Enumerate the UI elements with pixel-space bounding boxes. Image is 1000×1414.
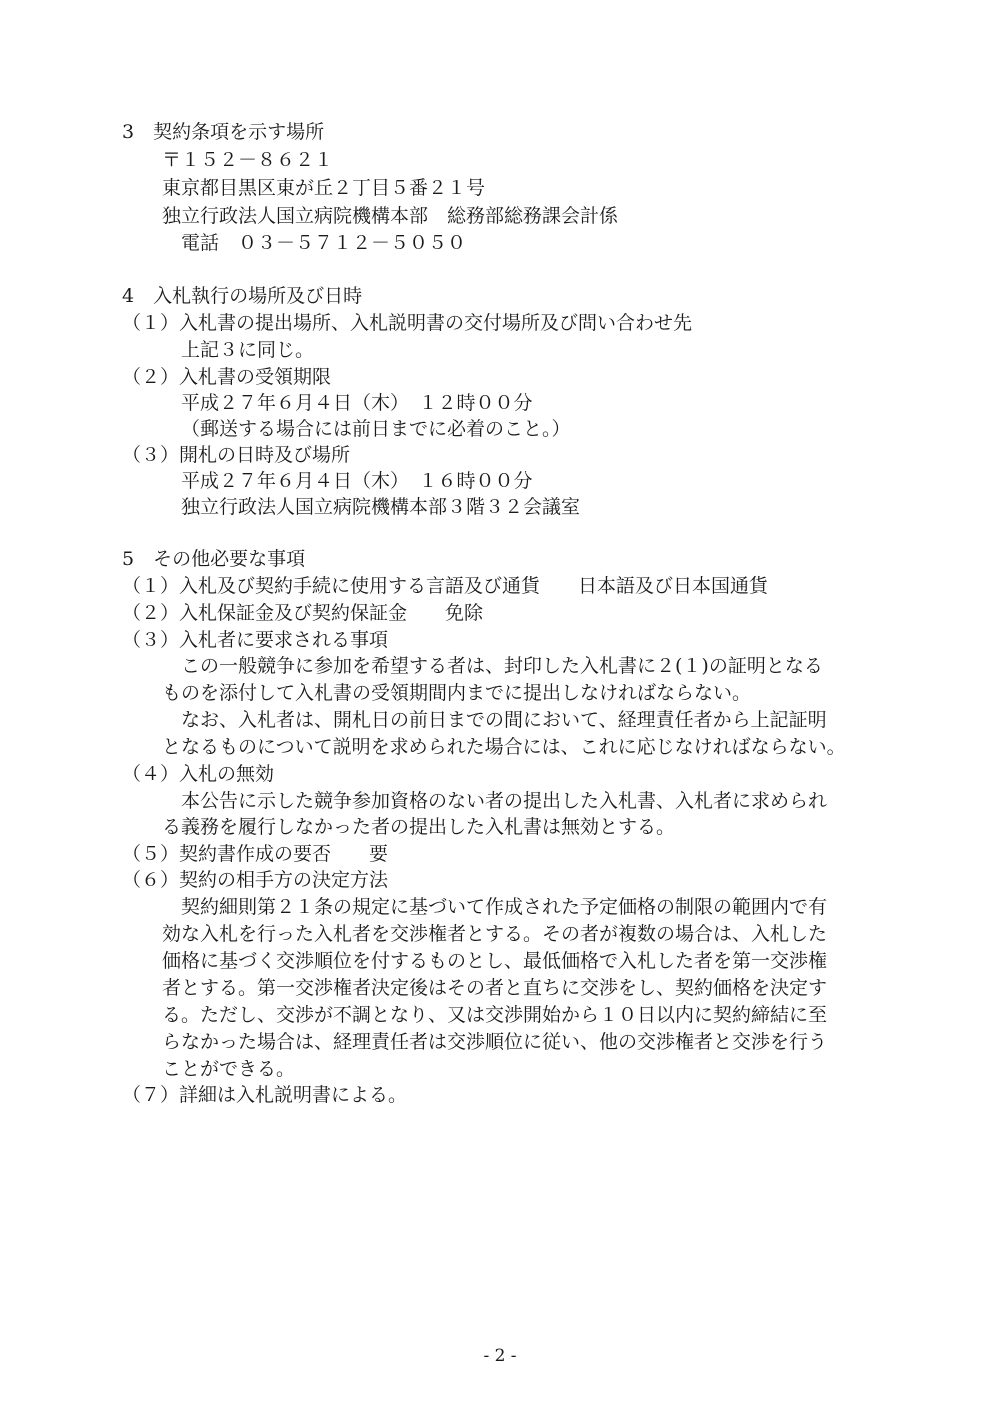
office-name: 独立行政法人国立病院機構本部 総務部総務課会計係 — [162, 205, 619, 227]
section-5-item-3-paragraph-2-line-1: なお、入札者は、開札日の前日までの間において、経理責任者から上記証明 — [181, 709, 827, 731]
section-5-item-6-line-2: 効な入札を行った入札者を交渉権者とする。その者が複数の場合は、入札した — [162, 923, 828, 945]
section-5-item-6-line-7: ことができる。 — [162, 1058, 296, 1080]
section-4-item-3-place: 独立行政法人国立病院機構本部３階３２会議室 — [181, 496, 581, 518]
section-4-item-1-text: 上記３に同じ。 — [181, 339, 315, 361]
section-4-item-2-date: 平成２７年６月４日（木） １２時００分 — [181, 392, 533, 414]
section-5-item-6-line-4: 者とする。第一交渉権者決定後はその者と直ちに交渉をし、契約価格を決定す — [162, 977, 828, 999]
section-5-item-4-line-1: 本公告に示した競争参加資格のない者の提出した入札書、入札者に求められ — [181, 790, 828, 812]
section-5-item-5: （５）契約書作成の要否 要 — [122, 843, 389, 865]
section-4-heading: 4 入札執行の場所及び日時 — [122, 285, 363, 307]
section-5-item-4-line-2: る義務を履行しなかった者の提出した入札書は無効とする。 — [162, 816, 676, 838]
section-3-heading: 3 契約条項を示す場所 — [122, 121, 325, 143]
section-5-item-3-paragraph-1-line-1: この一般競争に参加を希望する者は、封印した入札書に２(１)の証明となる — [181, 655, 823, 677]
section-4-item-3-label: （３）開札の日時及び場所 — [122, 444, 351, 466]
phone-number: 電話 ０３－５７１２－５０５０ — [181, 232, 467, 254]
section-5-item-3-label: （３）入札者に要求される事項 — [122, 629, 389, 651]
postal-code: 〒１５２－８６２１ — [162, 149, 334, 171]
section-4-item-2-note: （郵送する場合には前日までに必着のこと。） — [181, 418, 571, 440]
section-5-item-2: （２）入札保証金及び契約保証金 免除 — [122, 602, 484, 624]
section-5-item-4-label: （４）入札の無効 — [122, 763, 275, 785]
section-4-item-2-label: （２）入札書の受領期限 — [122, 366, 332, 388]
section-4-item-1-label: （１）入札書の提出場所、入札説明書の交付場所及び問い合わせ先 — [122, 312, 693, 334]
section-5-item-6-line-3: 価格に基づく交渉順位を付するものとし、最低価格で入札した者を第一交渉権 — [162, 950, 828, 972]
section-5-item-7: （７）詳細は入札説明書による。 — [122, 1084, 408, 1106]
section-5-item-1: （１）入札及び契約手続に使用する言語及び通貨 日本語及び日本国通貨 — [122, 575, 769, 597]
section-5-heading: 5 その他必要な事項 — [122, 548, 306, 570]
section-5-item-6-label: （６）契約の相手方の決定方法 — [122, 869, 389, 891]
section-5-item-3-paragraph-2-line-2: となるものについて説明を求められた場合には、これに応じなければならない。 — [162, 736, 846, 758]
section-5-item-6-line-1: 契約細則第２１条の規定に基づいて作成された予定価格の制限の範囲内で有 — [181, 896, 828, 918]
section-5-item-3-paragraph-1-line-2: ものを添付して入札書の受領期間内までに提出しなければならない。 — [162, 682, 752, 704]
page-number: - 2 - — [483, 1346, 517, 1366]
section-5-item-6-line-5: る。ただし、交渉が不調となり、又は交渉開始から１０日以内に契約締結に至 — [162, 1004, 828, 1026]
section-5-item-6-line-6: らなかった場合は、経理責任者は交渉順位に従い、他の交渉権者と交渉を行う — [162, 1031, 828, 1053]
section-4-item-3-date: 平成２７年６月４日（木） １６時００分 — [181, 470, 533, 492]
address: 東京都目黒区東が丘２丁目５番２１号 — [162, 177, 486, 199]
